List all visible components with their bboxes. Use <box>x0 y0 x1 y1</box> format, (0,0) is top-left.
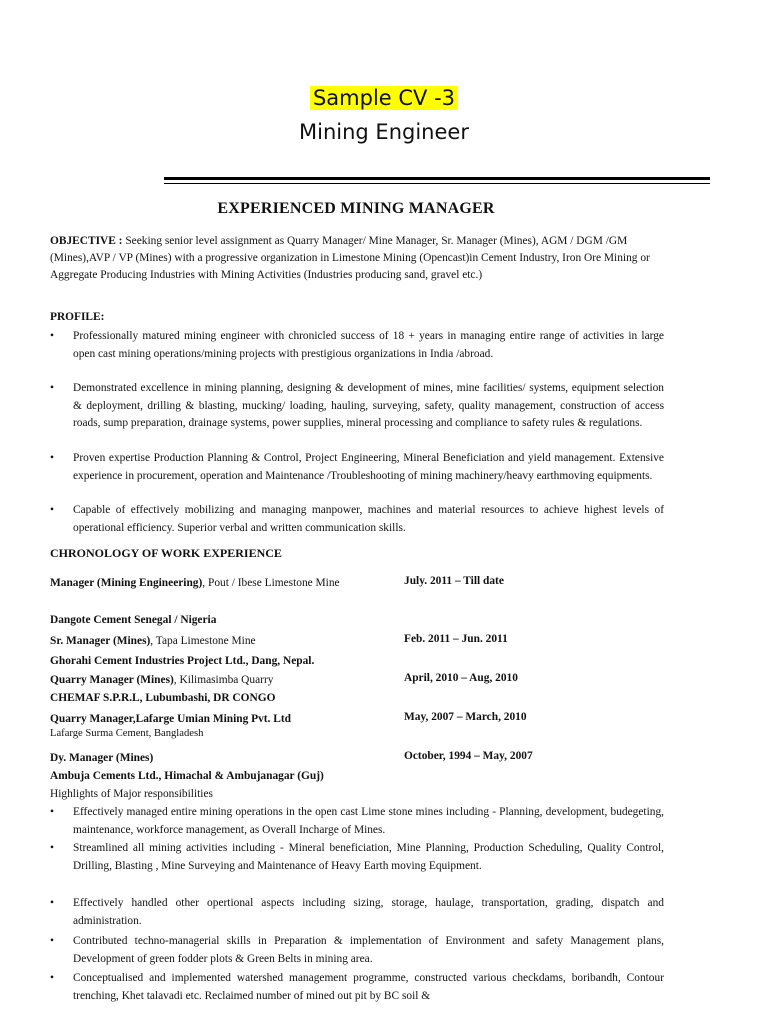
highlights-label: Highlights of Major responsibilities <box>50 788 213 800</box>
highlight-item: • Effectively handled other opertional aspects including sizing, storage, haulage, transportation, grading, dispatch and administration. <box>50 897 664 927</box>
highlight-item: • Streamlined all mining activities including - Mineral beneficiation, Mine Planning, Production Scheduling, Quality Control, Drilling, Blasting , Mine Surveying and Maintenance of Heavy Earth moving Equipment. <box>50 842 664 872</box>
job-entry: Manager (Mining Engineering), Pout / Ibese Limestone Mine <box>50 577 340 589</box>
profile-item: • Professionally matured mining engineer with chronicled success of 18 + years in managing entire range of activities in large open cast mining operations/mining projects with prestigious organizations in India /abroad. <box>50 330 664 360</box>
cv-title-highlight: Sample CV -3 <box>310 86 458 110</box>
profile-item: • Demonstrated excellence in mining planning, designing & development of mines, mine facilities/ systems, equipment selection & deployment, drilling & blasting, mucking/ loading, hauling, surveying, safety, quality management, construction of access roads, sump preparation, drainage systems, power supplies, mineral processing and compliance to safety rules & regulations. <box>50 382 664 429</box>
bullet-icon: • <box>50 806 54 818</box>
job-date: Feb. 2011 – Jun. 2011 <box>404 633 508 645</box>
bullet-icon: • <box>50 330 54 342</box>
job-org: CHEMAF S.P.R.L, Lubumbashi, DR CONGO <box>50 692 276 704</box>
job-entry: Quarry Manager (Mines), Kilimasimba Quarry <box>50 674 274 686</box>
profile-item: • Proven expertise Production Planning & Control, Project Engineering, Mineral Beneficiation and yield management. Extensive experience in procurement, operation and Maintenance /Troubleshooting of mining machinery/heavy earthmoving equipments. <box>50 452 664 482</box>
job-entry: Sr. Manager (Mines), Tapa Limestone Mine <box>50 635 256 647</box>
job-date: July. 2011 – Till date <box>404 575 504 587</box>
job-note: Lafarge Surma Cement, Bangladesh <box>50 728 204 739</box>
job-entry: Quarry Manager,Lafarge Umian Mining Pvt. Ltd <box>50 713 291 725</box>
objective-paragraph <box>50 233 664 284</box>
bullet-icon: • <box>50 842 54 854</box>
job-org: Ambuja Cements Ltd., Himachal & Ambujanagar (Guj) <box>50 770 324 782</box>
highlight-item: • Effectively managed entire mining operations in the open cast Lime stone mines including - Planning, development, budegeting, maintenance, workforce management, as Overall Incharge of Mines. <box>50 806 664 836</box>
job-entry: Dy. Manager (Mines) <box>50 752 154 764</box>
bullet-icon: • <box>50 382 54 394</box>
bullet-icon: • <box>50 452 54 464</box>
bullet-icon: • <box>50 504 54 516</box>
job-date: April, 2010 – Aug, 2010 <box>404 672 518 684</box>
job-org: Ghorahi Cement Industries Project Ltd., Dang, Nepal. <box>50 655 315 667</box>
profile-item: • Capable of effectively mobilizing and managing manpower, machines and material resources to achieve highest levels of operational efficiency. Superior verbal and written communication skills. <box>50 504 664 534</box>
bullet-icon: • <box>50 897 54 909</box>
objective-label: OBJECTIVE : <box>50 235 123 247</box>
section-heading: EXPERIENCED MINING MANAGER <box>217 200 495 217</box>
cv-title <box>0 86 768 110</box>
job-org: Dangote Cement Senegal / Nigeria <box>50 614 217 626</box>
highlight-item: • Conceptualised and implemented watershed management programme, constructed various checkdams, boribandh, Contour trenching, Khet talavadi etc. Reclaimed number of mined out pit by BC soil & <box>50 972 664 1002</box>
highlight-item: • Contributed techno-managerial skills in Preparation & implementation of Environment and safety Management plans, Development of green fodder plots & Green Belts in mining area. <box>50 935 664 965</box>
profile-label: PROFILE: <box>50 311 105 323</box>
objective-text: Seeking senior level assignment as Quarry Manager/ Mine Manager, Sr. Manager (Mines), AGM / DGM /GM (Mines),AVP / VP (Mines) with a progressive organization in Limestone Mining (Opencast)in Cement Industry, Iron Ore Mining or Aggregate Producing Industries with Mining Activities (Industries producing sand, gravel etc.) <box>50 235 650 281</box>
bullet-icon: • <box>50 972 54 984</box>
header-rule-thin <box>164 183 710 184</box>
job-date: May, 2007 – March, 2010 <box>404 711 527 723</box>
cv-subtitle: Mining Engineer <box>299 120 469 144</box>
header-rule-thick <box>164 177 710 180</box>
bullet-icon: • <box>50 935 54 947</box>
chronology-heading: CHRONOLOGY OF WORK EXPERIENCE <box>50 546 282 560</box>
job-date: October, 1994 – May, 2007 <box>404 750 533 762</box>
